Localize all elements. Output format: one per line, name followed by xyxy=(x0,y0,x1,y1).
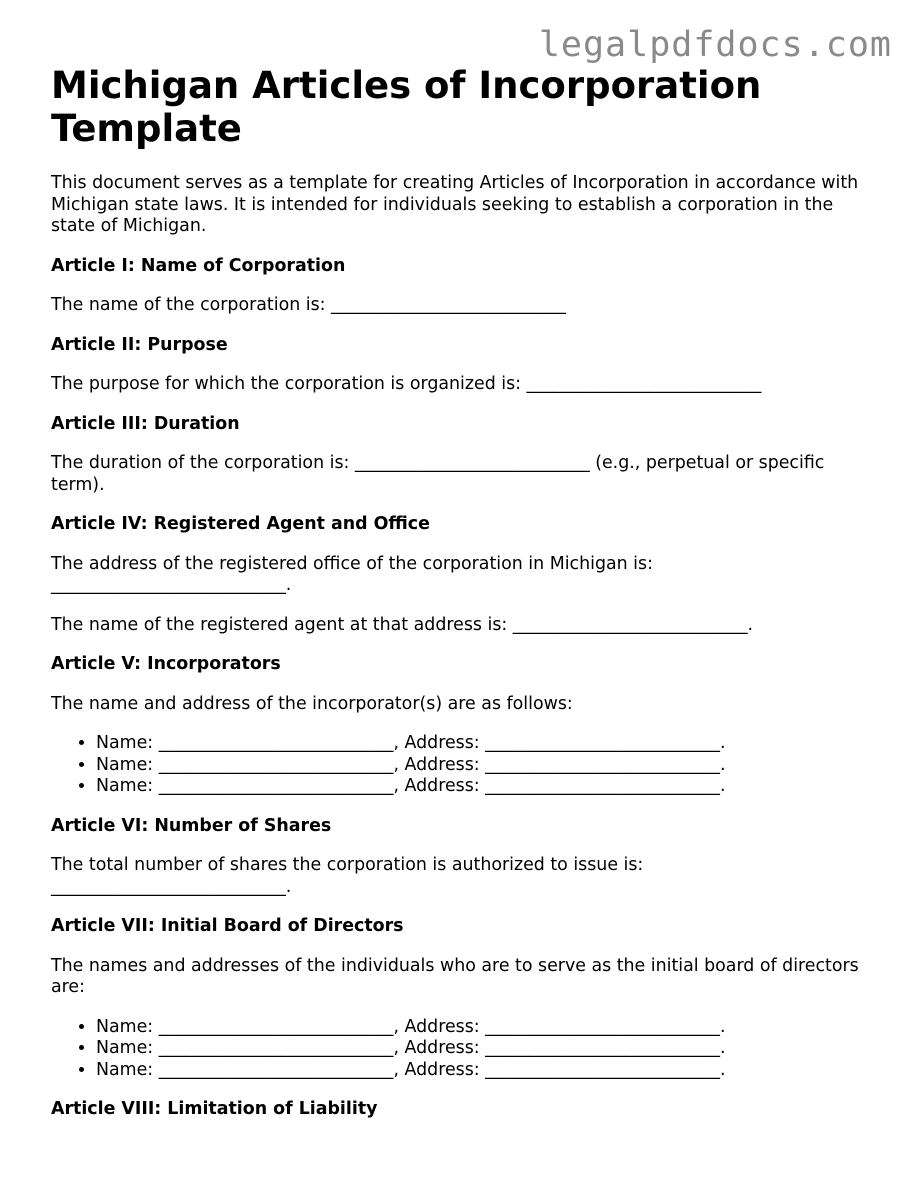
article-1-text: The name of the corporation is: ___________________________ xyxy=(51,295,566,315)
intro-paragraph: This document serves as a template for creating Articles of Incorporation in accordance with Michigan state laws. It is intended for individuals seeking to establish a corporation in the state of Michigan. xyxy=(51,173,859,236)
incorporators-list xyxy=(51,733,881,798)
article-3-heading: Article III: Duration xyxy=(51,413,240,434)
article-4-agent-text: The name of the registered agent at that address is: ___________________________. xyxy=(51,614,754,635)
article-5-heading: Article V: Incorporators xyxy=(51,654,281,674)
article-3-text: The duration of the corporation is: ___________________________ (e.g., perpetual or specific term). xyxy=(51,453,825,495)
list-item: • Name: ___________________________, Address: ___________________________. xyxy=(96,755,881,777)
article-1-heading: Article I: Name of Corporation xyxy=(51,255,346,276)
article-4-office-text: The address of the registered office of the corporation in Michigan is: ___________________________. xyxy=(51,553,653,595)
list-item: • Name: ___________________________, Address: ___________________________. xyxy=(96,1017,881,1039)
article-6-heading: Article VI: Number of Shares xyxy=(51,815,332,836)
page-title: Michigan Articles of Incorporation Template xyxy=(51,64,762,150)
directors-list xyxy=(51,1017,881,1082)
list-item: • Name: ___________________________, Address: ___________________________. xyxy=(96,1038,881,1060)
watermark: legalpdfdocs.com xyxy=(538,25,892,65)
article-7-text: The names and addresses of the individuals who are to serve as the initial board of directors are: xyxy=(51,955,859,997)
article-5-text: The name and address of the incorporator(s) are as follows: xyxy=(51,693,573,714)
article-7-heading: Article VII: Initial Board of Directors xyxy=(51,916,404,936)
article-2-heading: Article II: Purpose xyxy=(51,334,228,355)
list-item: • Name: ___________________________, Address: ___________________________. xyxy=(96,776,881,798)
list-item: • Name: ___________________________, Address: ___________________________. xyxy=(96,1060,881,1082)
article-6-text: The total number of shares the corporation is authorized to issue is: ___________________________. xyxy=(51,855,644,897)
article-4-heading: Article IV: Registered Agent and Office xyxy=(51,514,430,534)
article-8-heading: Article VIII: Limitation of Liability xyxy=(51,1099,378,1119)
article-2-text: The purpose for which the corporation is organized is: ___________________________ xyxy=(51,374,762,394)
list-item: • Name: ___________________________, Address: ___________________________. xyxy=(96,733,881,755)
document-body xyxy=(51,64,881,1139)
